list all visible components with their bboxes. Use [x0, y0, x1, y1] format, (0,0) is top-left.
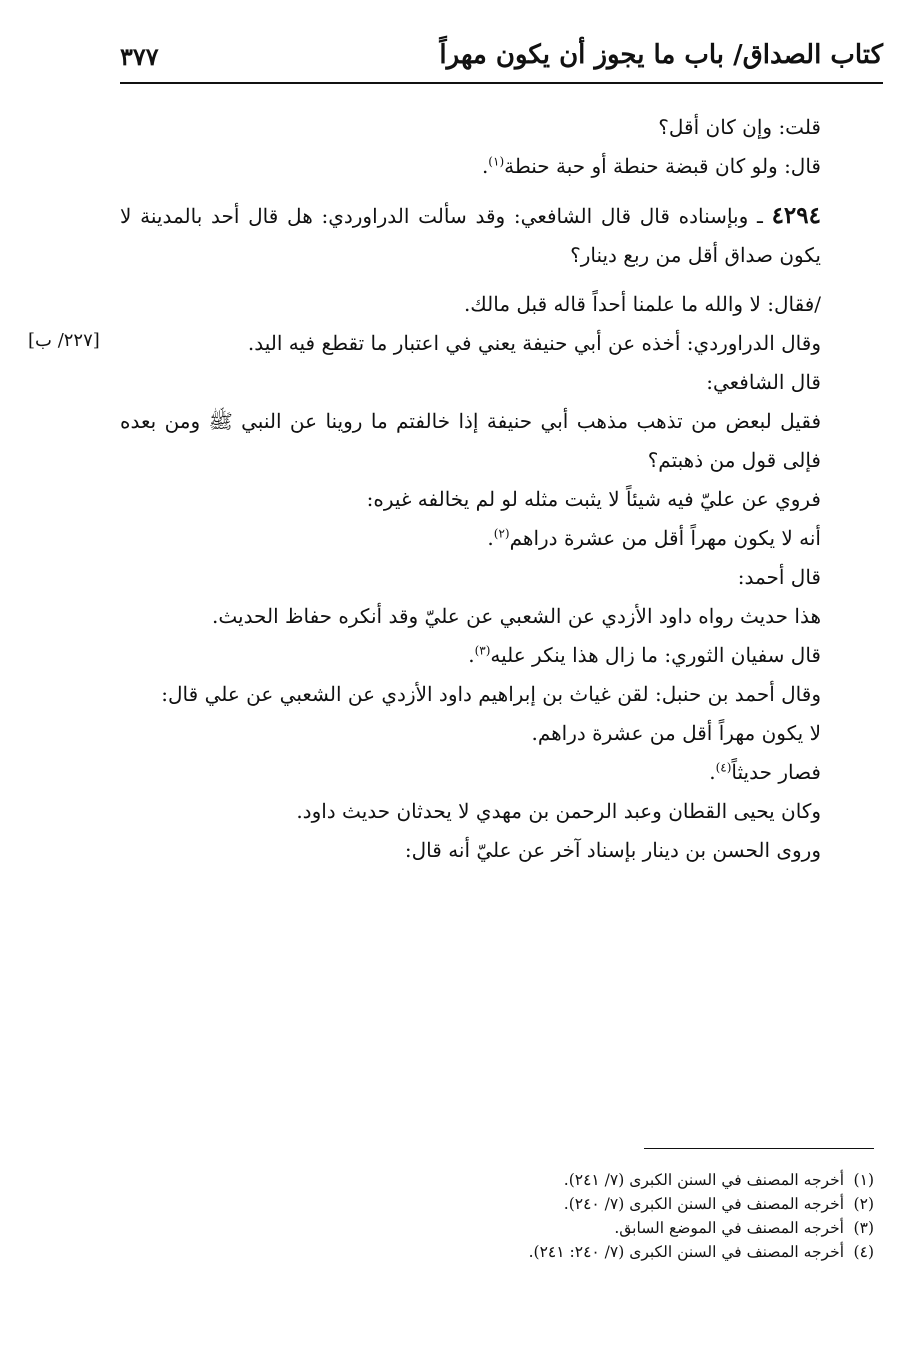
text-line-17: وروى الحسن بن دينار بإسناد آخر عن عليّ أنه قال:	[404, 838, 821, 862]
text-line-12: قال سفيان الثوري: ما زال هذا ينكر عليه$^{(٣)}$.	[468, 643, 821, 667]
text-line-6: قال الشافعي:	[706, 370, 821, 394]
text-line-7: فقيل لبعض من تذهب مذهب أبي حنيفة إذا خالفتم ما روينا عن النبي ﷺ ومن بعده فإلى قول من ذهبتم؟	[120, 409, 821, 472]
footnote-ref-3: (٣)	[474, 643, 491, 658]
footnote-number: (٣)	[853, 1219, 874, 1237]
header-divider	[120, 82, 883, 84]
footnote-ref-1: (١)	[488, 154, 505, 169]
hadith-4294	[120, 196, 883, 275]
footnote-ref-2: (٢)	[493, 526, 510, 541]
text-line-1: قلت: وإن كان أقل؟	[658, 115, 821, 139]
footnote-number: (٢)	[853, 1195, 874, 1213]
footnote-text: أخرجه المصنف في السنن الكبرى (٧/ ٢٤٠: ٢٤١).	[528, 1243, 844, 1261]
footnote-number: (١)	[853, 1171, 874, 1189]
main-text	[120, 108, 883, 870]
text-line-4: /فقال: لا والله ما علمنا أحداً قاله قبل مالك.	[463, 292, 821, 316]
footnote-item	[124, 1192, 874, 1216]
text-line-2: قال: ولو كان قبضة حنطة أو حبة حنطة$^{(١)}$.	[481, 154, 821, 178]
footnote-item	[124, 1240, 874, 1264]
footnote-divider	[644, 1148, 874, 1149]
footnote-text: أخرجه المصنف في السنن الكبرى (٧/ ٢٤١).	[563, 1171, 844, 1189]
text-line-8: فروي عن عليّ فيه شيئاً لا يثبت مثله لو لم يخالفه غيره:	[366, 487, 821, 511]
text-line-5: وقال الدراوردي: أخذه عن أبي حنيفة يعني في اعتبار ما تقطع فيه اليد.	[247, 331, 821, 355]
footnotes	[124, 1168, 874, 1264]
text-line-11: هذا حديث رواه داود الأزدي عن الشعبي عن عليّ وقد أنكره حفاظ الحديث.	[212, 604, 821, 628]
page-number: ٣٧٧	[120, 42, 159, 71]
text-line-9-content: أنه لا يكون مهراً أقل من عشرة دراهم	[509, 526, 821, 550]
text-line-10: قال أحمد:	[737, 565, 821, 589]
footnote-text: أخرجه المصنف في الموضع السابق.	[614, 1219, 844, 1237]
text-line-15: فصار حديثاً$^{(٤)}$.	[709, 760, 821, 784]
footnote-item	[124, 1216, 874, 1240]
text-line-9: أنه لا يكون مهراً أقل من عشرة دراهم$^{(٢)}$.	[487, 526, 821, 550]
footnote-text: أخرجه المصنف في السنن الكبرى (٧/ ٢٤٠).	[563, 1195, 844, 1213]
hadith-4294-text: ـ وبإسناده قال قال الشافعي: وقد سألت الدراوردي: هل قال أحد بالمدينة لا يكون صداق أقل من ربع دينار؟	[120, 204, 821, 267]
footnote-number: (٤)	[853, 1243, 874, 1261]
text-line-12-content: قال سفيان الثوري: ما زال هذا ينكر عليه	[490, 643, 821, 667]
text-line-16: وكان يحيى القطان وعبد الرحمن بن مهدي لا يحدثان حديث داود.	[296, 799, 821, 823]
text-line-15-content: فصار حديثاً	[731, 760, 821, 784]
header-title: كتاب الصداق/ باب ما يجوز أن يكون مهراً	[439, 40, 883, 70]
margin-folio-note: [٢٢٧/ ب]	[28, 330, 100, 351]
running-header	[120, 40, 883, 80]
text-line-13: وقال أحمد بن حنبل: لقن غياث بن إبراهيم داود الأزدي عن الشعبي عن علي قال:	[161, 682, 821, 706]
hadith-number: ٤٢٩٤	[771, 202, 821, 229]
text-line-14: لا يكون مهراً أقل من عشرة دراهم.	[531, 721, 821, 745]
text-line-2-content: قال: ولو كان قبضة حنطة أو حبة حنطة	[504, 154, 821, 178]
footnote-item	[124, 1168, 874, 1192]
footnote-ref-4: (٤)	[715, 760, 732, 775]
